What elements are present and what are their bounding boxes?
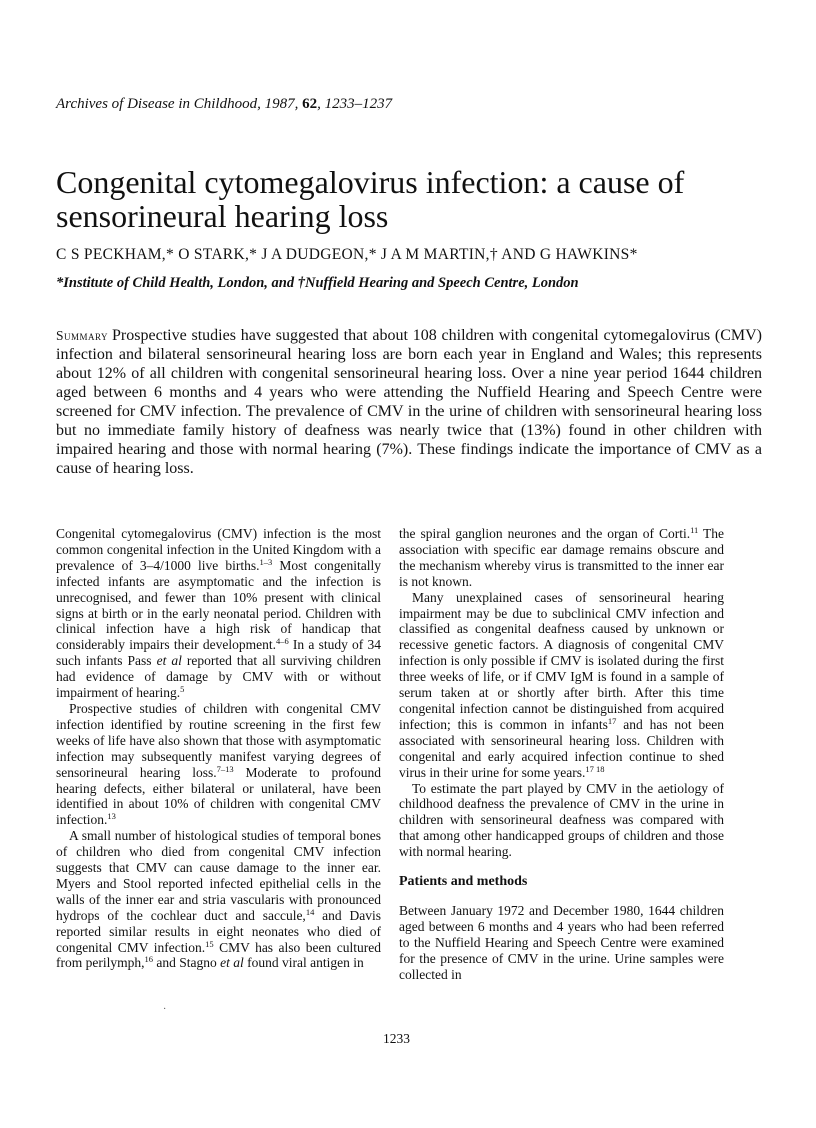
- right-column: [399, 526, 724, 982]
- citation-ref: 17 18: [585, 763, 605, 774]
- article-title: Congenital cytomegalovirus infection: a cause of sensorineural hearing loss: [56, 164, 685, 234]
- summary-text: Prospective studies have suggested that about 108 children with congenital cytomegalovirus (CMV) infection and bilateral sensorineural hearing loss are born each year in England and Wales; this represents about 12% of all children with congenital sensorineural hearing loss. Over a nine year period 1644 children aged between 6 months and 4 years who were attending the Nuffield Hearing and Speech Centre were screened for CMV infection. The prevalence of CMV in the urine of children with sensorineural hearing loss but no immediate family history of deafness was nearly twice that (13%) found in other children with impaired hearing and those with normal hearing (7%). These findings indicate the importance of CMV as a cause of hearing loss.: [56, 327, 762, 477]
- text-run-italic: et al: [220, 955, 244, 971]
- citation-ref: 7–13: [216, 763, 234, 774]
- body-paragraph-7: Between January 1972 and December 1980, 1644 children aged between 6 months and 4 years who had been referred to the Nuffield Hearing and Speech Centre were examined for the presence of CMV in the urine. Urine samples were collected in: [399, 902, 724, 982]
- journal-citation: [56, 96, 392, 113]
- summary-label: Summary: [56, 328, 109, 343]
- text-run: and Davis reported similar results in eight neonates who died of congenital CMV infection.: [56, 907, 381, 955]
- journal-pages: , 1233–1237: [317, 96, 393, 112]
- citation-ref: 14: [305, 906, 315, 917]
- body-paragraph-3: [56, 828, 381, 971]
- citation-ref: 1–3: [259, 556, 273, 567]
- body-paragraph-5: [399, 590, 724, 781]
- citation-ref: 15: [205, 938, 214, 949]
- section-heading: Patients and methods: [399, 874, 528, 890]
- text-run: found viral antigen in: [243, 955, 364, 971]
- text-run: and Stagno: [152, 955, 221, 971]
- text-run-italic: et al: [156, 653, 182, 669]
- text-run: Moderate to profound hearing defects, either bilateral or unilateral, have been identified in about 10% of children with congenital CMV infection.: [56, 764, 382, 828]
- left-column: [56, 526, 381, 971]
- journal-name: Archives of Disease in Childhood: [56, 96, 258, 112]
- text-run: CMV has also been cultured from perilymph,: [56, 939, 381, 971]
- body-paragraph-2: [56, 701, 381, 828]
- text-run: In a study of 34 such infants Pass: [56, 637, 381, 669]
- text-run: Prospective studies of children with congenital CMV infection identified by routine screening in the first few weeks of life have also shown that those with asymptomatic infection may subsequently manifest varying degrees of sensorineural hearing loss.: [56, 700, 381, 780]
- journal-year: , 1987,: [257, 96, 303, 112]
- text-run: and has not been associated with sensorineural hearing loss. Children with congenital and early acquired infection continue to shed virus in their urine for some years.: [399, 716, 724, 780]
- citation-ref: 11: [690, 525, 699, 535]
- citation-ref: 13: [107, 811, 116, 822]
- citation-ref: 17: [607, 715, 617, 726]
- author-list: C S PECKHAM,* O STARK,* J A DUDGEON,* J A M MARTIN,† AND G HAWKINS*: [56, 246, 638, 263]
- text-run: reported that all surviving children had evidence of damage by CMV with or without impairment of hearing.: [56, 653, 381, 701]
- summary-paragraph: [56, 326, 762, 478]
- text-run: Many unexplained cases of sensorineural hearing impairment may be due to subclinical CMV infection and classified as congenital deafness caused by unknown or recessive genetic factors. A diagnosis of congenital CMV infection is only possible if CMV is isolated during the first three weeks of life, or if CMV IgM is found in a sample of serum taken at or shortly after birth. After this time congenital infection cannot be distinguished from acquired infection; this is common in infants: [399, 589, 724, 732]
- text-run: Congenital cytomegalovirus (CMV) infection is the most common congenital infection in the United Kingdom with a prevalence of 3–4/1000 live births.: [56, 526, 381, 573]
- affiliations: *Institute of Child Health, London, and †Nuffield Hearing and Speech Centre, London: [56, 275, 579, 291]
- citation-ref: 5: [180, 684, 185, 695]
- citation-ref: 16: [144, 954, 153, 965]
- stray-mark: ·: [163, 1004, 167, 1015]
- body-paragraph-6: To estimate the part played by CMV in the aetiology of childhood deafness the prevalence of CMV in the urine in children with sensorineural deafness was compared with that among other handicapped groups of children and those with normal hearing.: [399, 780, 724, 860]
- body-paragraph-4: [399, 526, 724, 590]
- body-paragraph-1: [56, 526, 381, 701]
- journal-volume: 62: [302, 96, 318, 112]
- text-run: Most congenitally infected infants are asymptomatic and the infection is unrecognised, and fewer than 10% present with clinical signs at birth or in the early neonatal period. Children with clinical infection have a high risk of handicap that considerably impairs their development.: [56, 557, 381, 653]
- text-run: the spiral ganglion neurones and the organ of Corti.: [399, 526, 691, 541]
- text-run: The association with specific ear damage remains obscure and the mechanism whereby virus is transmitted to the inner ear is not known.: [399, 526, 724, 589]
- citation-ref: 4–6: [275, 636, 289, 647]
- page-number: 1233: [383, 1031, 410, 1046]
- text-run: A small number of histological studies of temporal bones of children who died from congenital CMV infection suggests that CMV can cause damage to the inner ear. Myers and Stool reported infected epithelial cells in the walls of the inner ear and stria vascularis with pronounced hydrops of the cochlear duct and saccule,: [56, 828, 381, 923]
